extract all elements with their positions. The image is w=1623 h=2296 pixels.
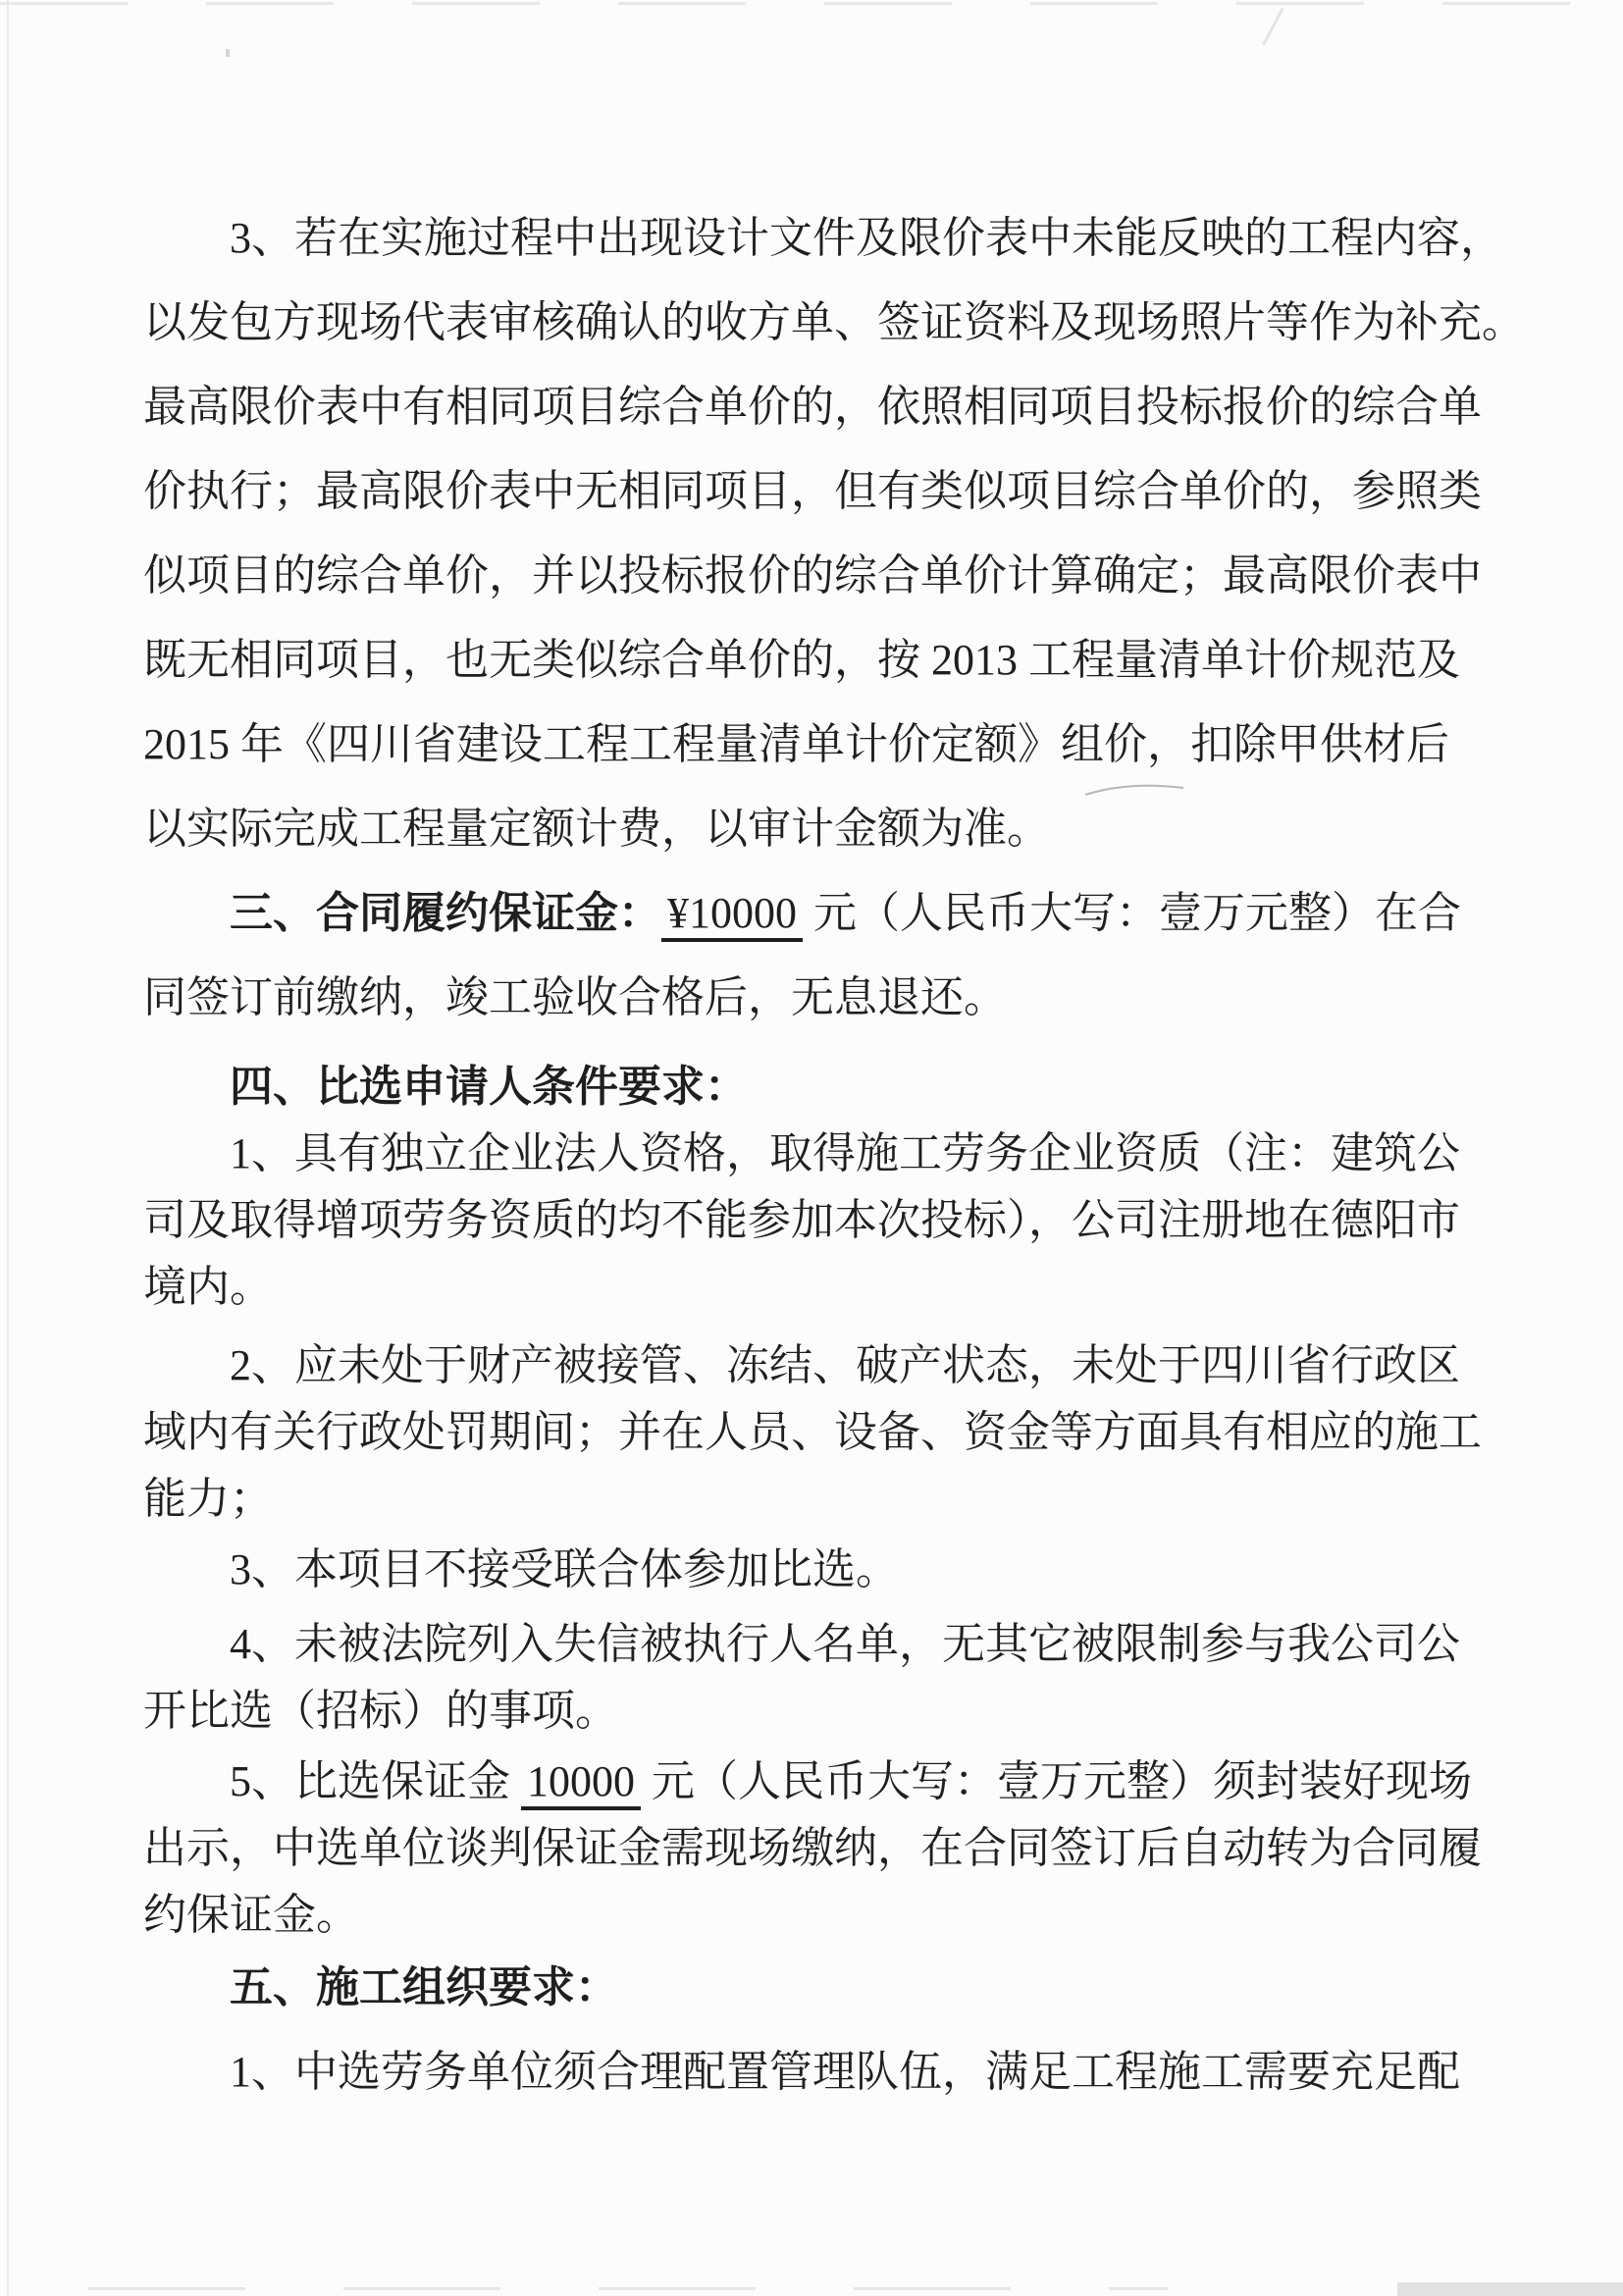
text-run: 既无相同项目，也无类似综合单价的，按 2013 工程量清单计价规范及	[143, 636, 1460, 684]
scan-stray-mark	[1262, 8, 1283, 45]
text-line	[143, 1399, 1482, 1466]
scan-corner-smudge	[1397, 2282, 1623, 2296]
text-run: 以实际完成工程量定额计费，以审计金额为准。	[143, 805, 1050, 853]
scan-edge-bottom-line	[88, 2287, 1168, 2290]
para-condition-3	[143, 1537, 1482, 1603]
para-clause-3-pricing	[143, 196, 1525, 871]
text-line	[143, 787, 1482, 871]
text-line	[143, 703, 1482, 787]
para-org-requirement-1	[143, 2039, 1482, 2106]
text-run: 同签订前缴纳，竣工验收合格后，无息退还。	[143, 973, 1007, 1021]
scan-edge-left-line	[7, 0, 9, 2296]
text-run: 元（人民币大写：壹万元整）在合	[803, 889, 1461, 937]
text-line	[143, 1054, 1482, 1121]
para-section-4-heading	[143, 1054, 1482, 1121]
text-line	[143, 2039, 1482, 2106]
text-run: 最高限价表中有相同项目综合单价的，依照相同项目投标报价的综合单	[143, 383, 1482, 431]
text-run: 开比选（招标）的事项。	[143, 1687, 618, 1735]
text-line	[143, 618, 1482, 703]
text-line	[143, 281, 1525, 365]
text-run: 3、若在实施过程中出现设计文件及限价表中未能反映的工程内容，	[230, 214, 1503, 262]
text-run: 1、中选劳务单位须合理配置管理队伍，满足工程施工需要充足配	[230, 2048, 1460, 2096]
text-run: 5、比选保证金	[230, 1757, 521, 1805]
para-condition-5	[143, 1748, 1482, 1949]
text-run: 境内。	[143, 1263, 273, 1311]
text-line	[143, 449, 1482, 534]
text-run: 以发包方现场代表审核确认的收方单、签证资料及现场照片等作为补充。	[143, 298, 1525, 346]
text-run: 似项目的综合单价，并以投标报价的综合单价计算确定；最高限价表中	[143, 551, 1482, 600]
text-line	[143, 1332, 1482, 1399]
bold-heading-text: 四、比选申请人条件要求：	[230, 1063, 748, 1111]
bold-heading-text: 三、合同履约保证金：	[230, 889, 661, 937]
text-line	[143, 956, 1482, 1040]
text-line	[143, 1748, 1482, 1815]
text-run: 价执行；最高限价表中无相同项目，但有类似项目综合单价的，参照类	[143, 467, 1482, 515]
scan-speck	[226, 49, 230, 57]
text-line	[143, 1466, 1482, 1533]
text-line	[143, 1121, 1482, 1187]
para-section-3-performance-bond	[143, 871, 1482, 1040]
document-content	[143, 196, 1525, 2106]
text-line	[143, 365, 1482, 449]
underlined-amount: ¥10000	[661, 889, 803, 942]
underlined-amount: 10000	[521, 1757, 641, 1810]
text-run: 2015 年《四川省建设工程工程量清单计价定额》组价，扣除甲供材后	[143, 720, 1449, 768]
scan-edge-top-line	[0, 2, 1623, 5]
para-condition-4	[143, 1611, 1482, 1745]
text-run: 4、未被法院列入失信被执行人名单，无其它被限制参与我公司公	[230, 1620, 1460, 1668]
text-line	[143, 1955, 1482, 2021]
text-line	[143, 1254, 1482, 1321]
para-condition-1	[143, 1121, 1482, 1321]
text-line	[143, 871, 1482, 956]
text-line	[143, 1611, 1482, 1678]
text-line	[143, 1882, 1482, 1949]
text-run: 元（人民币大写：壹万元整）须封装好现场	[641, 1757, 1472, 1805]
text-line	[143, 1537, 1482, 1603]
text-line	[143, 534, 1482, 618]
text-run: 2、应未处于财产被接管、冻结、破产状态，未处于四川省行政区	[230, 1341, 1460, 1389]
text-run: 能力；	[143, 1475, 273, 1523]
text-run: 3、本项目不接受联合体参加比选。	[230, 1545, 899, 1593]
text-line	[143, 1187, 1482, 1254]
para-section-5-heading	[143, 1955, 1482, 2021]
para-condition-2	[143, 1332, 1482, 1533]
text-run: 1、具有独立企业法人资格，取得施工劳务企业资质（注：建筑公	[230, 1129, 1460, 1177]
bold-heading-text: 五、施工组织要求：	[230, 1963, 618, 2011]
text-run: 域内有关行政处罚期间；并在人员、设备、资金等方面具有相应的施工	[143, 1408, 1482, 1456]
text-run: 约保证金。	[143, 1891, 359, 1939]
text-line	[143, 196, 1503, 281]
text-run: 司及取得增项劳务资质的均不能参加本次投标），公司注册地在德阳市	[143, 1196, 1460, 1244]
text-line	[143, 1678, 1482, 1745]
text-line	[143, 1815, 1482, 1882]
text-run: 出示，中选单位谈判保证金需现场缴纳，在合同签订后自动转为合同履	[143, 1824, 1482, 1872]
